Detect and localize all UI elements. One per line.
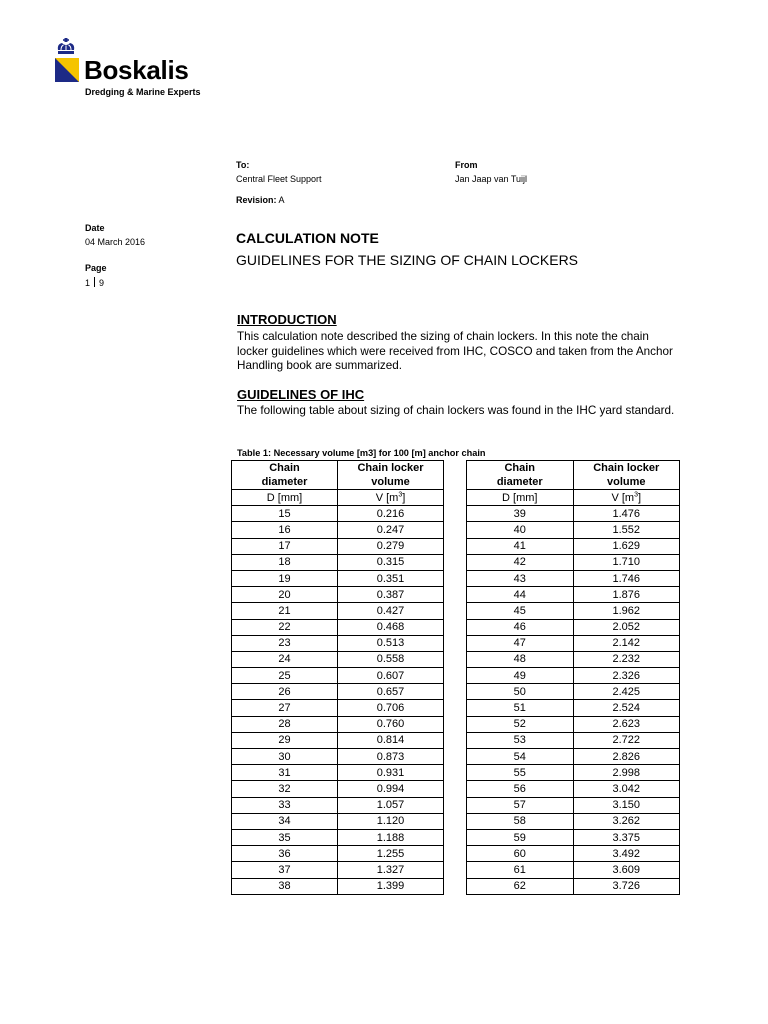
volume-cell: 2.326 bbox=[573, 668, 680, 684]
table-row bbox=[232, 506, 444, 522]
diameter-cell: 25 bbox=[232, 668, 338, 684]
col-diameter-unit: D [mm] bbox=[232, 490, 338, 506]
document-title: GUIDELINES FOR THE SIZING OF CHAIN LOCKERS bbox=[236, 252, 579, 268]
table-row bbox=[232, 749, 444, 765]
col-volume-header-2: volume bbox=[338, 475, 444, 490]
diameter-cell: 31 bbox=[232, 765, 338, 781]
page-label: Page bbox=[85, 263, 107, 273]
volume-cell: 0.558 bbox=[338, 651, 444, 667]
diameter-cell: 48 bbox=[467, 651, 574, 667]
table-row bbox=[232, 668, 444, 684]
volume-cell: 1.255 bbox=[338, 846, 444, 862]
page-separator bbox=[94, 277, 95, 287]
table-row bbox=[467, 635, 680, 651]
volume-cell: 0.814 bbox=[338, 732, 444, 748]
table-row bbox=[232, 878, 444, 894]
diameter-cell: 17 bbox=[232, 538, 338, 554]
diameter-cell: 41 bbox=[467, 538, 574, 554]
col-diameter-header: Chain bbox=[467, 461, 574, 476]
from-value: Jan Jaap van Tuijl bbox=[455, 174, 528, 184]
diameter-cell: 40 bbox=[467, 522, 574, 538]
to-label: To: bbox=[236, 160, 250, 170]
volume-cell: 3.150 bbox=[573, 797, 680, 813]
table-row bbox=[467, 862, 680, 878]
col-diameter-unit: D [mm] bbox=[467, 490, 574, 506]
document-type: CALCULATION NOTE bbox=[236, 230, 379, 246]
volume-cell: 2.998 bbox=[573, 765, 680, 781]
col-volume-unit bbox=[573, 490, 680, 506]
volume-cell: 1.962 bbox=[573, 603, 680, 619]
table-row bbox=[467, 538, 680, 554]
table-row bbox=[232, 684, 444, 700]
diameter-cell: 61 bbox=[467, 862, 574, 878]
table-row bbox=[232, 619, 444, 635]
col-diameter-header-2: diameter bbox=[232, 475, 338, 490]
date-value: 04 March 2016 bbox=[85, 237, 146, 247]
volume-cell: 2.142 bbox=[573, 635, 680, 651]
diameter-cell: 55 bbox=[467, 765, 574, 781]
intro-heading: INTRODUCTION bbox=[237, 312, 337, 327]
table-row bbox=[232, 862, 444, 878]
table-row bbox=[467, 813, 680, 829]
diameter-cell: 18 bbox=[232, 554, 338, 570]
volume-cell: 0.216 bbox=[338, 506, 444, 522]
col-volume-unit bbox=[338, 490, 444, 506]
volume-cell: 0.931 bbox=[338, 765, 444, 781]
volume-unit-sup: 3 bbox=[634, 490, 638, 498]
table-row bbox=[232, 522, 444, 538]
diameter-cell: 22 bbox=[232, 619, 338, 635]
volume-cell: 2.425 bbox=[573, 684, 680, 700]
volume-cell: 0.994 bbox=[338, 781, 444, 797]
volume-cell: 2.232 bbox=[573, 651, 680, 667]
logo-mark-icon bbox=[55, 58, 79, 82]
table-row bbox=[467, 781, 680, 797]
volume-unit-suffix: ] bbox=[402, 491, 406, 504]
volume-cell: 0.607 bbox=[338, 668, 444, 684]
volume-cell: 0.657 bbox=[338, 684, 444, 700]
table-row bbox=[232, 765, 444, 781]
diameter-cell: 44 bbox=[467, 587, 574, 603]
table-row bbox=[232, 603, 444, 619]
volume-cell: 1.710 bbox=[573, 554, 680, 570]
diameter-cell: 45 bbox=[467, 603, 574, 619]
diameter-cell: 35 bbox=[232, 829, 338, 845]
volume-cell: 3.726 bbox=[573, 878, 680, 894]
volume-cell: 2.722 bbox=[573, 732, 680, 748]
diameter-cell: 50 bbox=[467, 684, 574, 700]
volume-unit-sup: 3 bbox=[398, 490, 403, 498]
diameter-cell: 57 bbox=[467, 797, 574, 813]
volume-cell: 0.427 bbox=[338, 603, 444, 619]
diameter-cell: 32 bbox=[232, 781, 338, 797]
table-row bbox=[467, 878, 680, 894]
col-diameter-header: Chain bbox=[232, 461, 338, 476]
volume-cell: 3.262 bbox=[573, 813, 680, 829]
table-row bbox=[467, 668, 680, 684]
volume-unit-prefix: V [m bbox=[611, 491, 635, 504]
diameter-cell: 42 bbox=[467, 554, 574, 570]
diameter-cell: 29 bbox=[232, 732, 338, 748]
table-row bbox=[467, 716, 680, 732]
diameter-cell: 36 bbox=[232, 846, 338, 862]
diameter-cell: 54 bbox=[467, 749, 574, 765]
diameter-cell: 47 bbox=[467, 635, 574, 651]
volume-cell: 0.873 bbox=[338, 749, 444, 765]
revision-value: A bbox=[278, 195, 285, 205]
ihc-paragraph: The following table about sizing of chain lockers was found in the IHC yard standard. bbox=[237, 404, 675, 417]
table-row bbox=[232, 554, 444, 570]
table-row bbox=[232, 813, 444, 829]
logo-tagline: Dredging & Marine Experts bbox=[85, 87, 201, 97]
diameter-cell: 62 bbox=[467, 878, 574, 894]
volume-cell: 0.351 bbox=[338, 570, 444, 586]
volume-cell: 2.623 bbox=[573, 716, 680, 732]
table-caption: Table 1: Necessary volume [m3] for 100 [m] anchor chain bbox=[237, 448, 486, 458]
table-row bbox=[467, 684, 680, 700]
volume-cell: 1.057 bbox=[338, 797, 444, 813]
table-row bbox=[232, 587, 444, 603]
diameter-cell: 60 bbox=[467, 846, 574, 862]
table-row bbox=[232, 700, 444, 716]
volume-cell: 3.492 bbox=[573, 846, 680, 862]
volume-cell: 0.387 bbox=[338, 587, 444, 603]
volume-cell: 0.247 bbox=[338, 522, 444, 538]
table-row bbox=[467, 570, 680, 586]
logo-name: Boskalis bbox=[84, 55, 189, 85]
diameter-cell: 21 bbox=[232, 603, 338, 619]
diameter-cell: 19 bbox=[232, 570, 338, 586]
table-row bbox=[232, 829, 444, 845]
volume-cell: 1.552 bbox=[573, 522, 680, 538]
page-total: 9 bbox=[99, 278, 105, 288]
col-volume-header-2: volume bbox=[573, 475, 680, 490]
table-row bbox=[467, 797, 680, 813]
diameter-cell: 16 bbox=[232, 522, 338, 538]
col-volume-header: Chain locker bbox=[338, 461, 444, 476]
table-row bbox=[232, 635, 444, 651]
diameter-cell: 28 bbox=[232, 716, 338, 732]
revision-label: Revision: bbox=[236, 195, 277, 205]
table-row bbox=[467, 554, 680, 570]
chain-table-left bbox=[231, 460, 444, 895]
table-row bbox=[467, 846, 680, 862]
volume-cell: 3.375 bbox=[573, 829, 680, 845]
table-row bbox=[467, 765, 680, 781]
table-row bbox=[467, 651, 680, 667]
volume-cell: 0.468 bbox=[338, 619, 444, 635]
diameter-cell: 27 bbox=[232, 700, 338, 716]
table-row bbox=[467, 603, 680, 619]
diameter-cell: 15 bbox=[232, 506, 338, 522]
volume-cell: 0.315 bbox=[338, 554, 444, 570]
table-row bbox=[232, 846, 444, 862]
table-row bbox=[232, 781, 444, 797]
diameter-cell: 37 bbox=[232, 862, 338, 878]
diameter-cell: 58 bbox=[467, 813, 574, 829]
volume-cell: 2.826 bbox=[573, 749, 680, 765]
from-label: From bbox=[455, 160, 478, 170]
table-row bbox=[467, 522, 680, 538]
date-label: Date bbox=[85, 223, 105, 233]
col-diameter-header-2: diameter bbox=[467, 475, 574, 490]
diameter-cell: 49 bbox=[467, 668, 574, 684]
intro-paragraph: This calculation note described the sizing of chain lockers. In this note the chain locker guidelines which were received from IHC, COSCO and taken from the Anchor Handling book are summarized. bbox=[237, 330, 673, 372]
diameter-cell: 39 bbox=[467, 506, 574, 522]
diameter-cell: 34 bbox=[232, 813, 338, 829]
diameter-cell: 51 bbox=[467, 700, 574, 716]
diameter-cell: 33 bbox=[232, 797, 338, 813]
diameter-cell: 24 bbox=[232, 651, 338, 667]
volume-cell: 1.476 bbox=[573, 506, 680, 522]
diameter-cell: 56 bbox=[467, 781, 574, 797]
volume-cell: 0.513 bbox=[338, 635, 444, 651]
diameter-cell: 38 bbox=[232, 878, 338, 894]
volume-cell: 0.279 bbox=[338, 538, 444, 554]
table-row bbox=[467, 619, 680, 635]
volume-cell: 1.876 bbox=[573, 587, 680, 603]
table-row bbox=[232, 716, 444, 732]
table-row bbox=[467, 829, 680, 845]
ihc-heading: GUIDELINES OF IHC bbox=[237, 387, 365, 402]
table-row bbox=[467, 732, 680, 748]
volume-cell: 0.706 bbox=[338, 700, 444, 716]
volume-cell: 1.327 bbox=[338, 862, 444, 878]
volume-unit-suffix: ] bbox=[637, 491, 642, 504]
volume-cell: 2.524 bbox=[573, 700, 680, 716]
table-row bbox=[232, 797, 444, 813]
volume-cell: 2.052 bbox=[573, 619, 680, 635]
table-row bbox=[232, 570, 444, 586]
table-row bbox=[232, 651, 444, 667]
volume-unit-prefix: V [m bbox=[375, 491, 399, 504]
page-number bbox=[85, 277, 104, 289]
diameter-cell: 53 bbox=[467, 732, 574, 748]
page-current: 1 bbox=[85, 278, 91, 288]
volume-cell: 3.609 bbox=[573, 862, 680, 878]
diameter-cell: 26 bbox=[232, 684, 338, 700]
volume-cell: 1.120 bbox=[338, 813, 444, 829]
diameter-cell: 43 bbox=[467, 570, 574, 586]
diameter-cell: 30 bbox=[232, 749, 338, 765]
volume-cell: 1.188 bbox=[338, 829, 444, 845]
table-row bbox=[232, 538, 444, 554]
to-value: Central Fleet Support bbox=[236, 174, 322, 184]
volume-cell: 1.399 bbox=[338, 878, 444, 894]
volume-cell: 1.746 bbox=[573, 570, 680, 586]
chain-table-right bbox=[466, 460, 680, 895]
crown-icon bbox=[56, 38, 76, 58]
revision-line bbox=[236, 195, 285, 206]
table-row bbox=[467, 506, 680, 522]
table-row bbox=[232, 732, 444, 748]
col-volume-header: Chain locker bbox=[573, 461, 680, 476]
diameter-cell: 20 bbox=[232, 587, 338, 603]
diameter-cell: 46 bbox=[467, 619, 574, 635]
volume-cell: 1.629 bbox=[573, 538, 680, 554]
table-row bbox=[467, 700, 680, 716]
volume-cell: 0.760 bbox=[338, 716, 444, 732]
diameter-cell: 59 bbox=[467, 829, 574, 845]
diameter-cell: 23 bbox=[232, 635, 338, 651]
table-row bbox=[467, 587, 680, 603]
boskalis-logo bbox=[52, 38, 212, 100]
diameter-cell: 52 bbox=[467, 716, 574, 732]
volume-cell: 3.042 bbox=[573, 781, 680, 797]
table-row bbox=[467, 749, 680, 765]
